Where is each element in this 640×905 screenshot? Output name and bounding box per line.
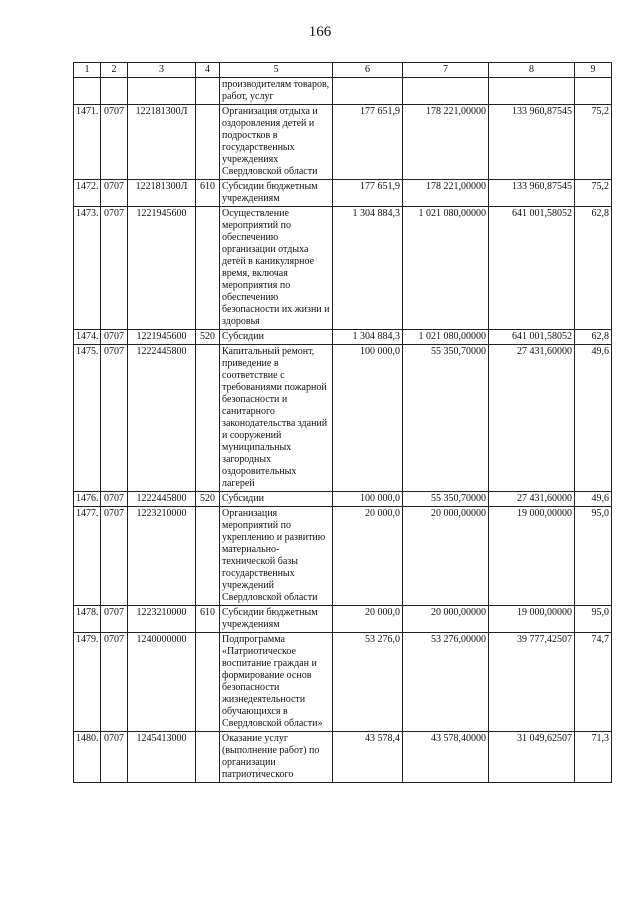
- item-name: Субсидии бюджетным учреждениям: [220, 606, 333, 633]
- section-code: 0707: [101, 180, 128, 207]
- row-number: 1480.: [74, 732, 101, 783]
- item-name: Субсидии: [220, 492, 333, 507]
- item-name: Подпрограмма «Патриотическое воспитание граждан и формирование основ безопасности жизнедеятельности обучающихся в Свердловской области»: [220, 633, 333, 732]
- row-number: 1471.: [74, 105, 101, 180]
- section-code: 0707: [101, 633, 128, 732]
- target-code: 1223210000: [128, 606, 196, 633]
- row-number: 1477.: [74, 507, 101, 606]
- table-row: [74, 207, 612, 330]
- executed-amount: 133 960,87545: [489, 180, 575, 207]
- adjusted-amount: 20 000,00000: [403, 606, 489, 633]
- target-code: 1222445800: [128, 345, 196, 492]
- adjusted-amount: 53 276,00000: [403, 633, 489, 732]
- plan-amount: 20 000,0: [333, 606, 403, 633]
- execution-percent: 95,0: [575, 606, 612, 633]
- item-name: Субсидии: [220, 330, 333, 345]
- table-row: [74, 633, 612, 732]
- expense-type-code: [196, 105, 220, 180]
- section-code: 0707: [101, 207, 128, 330]
- continuation-row: [74, 78, 612, 105]
- table-row: [74, 180, 612, 207]
- row-number: 1479.: [74, 633, 101, 732]
- continuation-text: производителям товаров, работ, услуг: [220, 78, 333, 105]
- plan-amount: 20 000,0: [333, 507, 403, 606]
- column-header: 6: [333, 63, 403, 78]
- target-code: 122181300Л: [128, 105, 196, 180]
- plan-amount: 53 276,0: [333, 633, 403, 732]
- row-number: 1472.: [74, 180, 101, 207]
- executed-amount: 31 049,62507: [489, 732, 575, 783]
- expense-type-code: 610: [196, 180, 220, 207]
- section-code: 0707: [101, 606, 128, 633]
- item-name: Организация мероприятий по укреплению и развитию материально-технической базы государственных учреждений Свердловской области: [220, 507, 333, 606]
- budget-table: [73, 62, 612, 783]
- execution-percent: 71,3: [575, 732, 612, 783]
- section-code: 0707: [101, 105, 128, 180]
- executed-amount: 39 777,42507: [489, 633, 575, 732]
- item-name: Организация отдыха и оздоровления детей и подростков в государственных учреждениях Свердловской области: [220, 105, 333, 180]
- target-code: 1240000000: [128, 633, 196, 732]
- executed-amount: 19 000,00000: [489, 507, 575, 606]
- execution-percent: 49,6: [575, 345, 612, 492]
- column-header: 8: [489, 63, 575, 78]
- table-row: [74, 105, 612, 180]
- plan-amount: 1 304 884,3: [333, 330, 403, 345]
- column-header: 4: [196, 63, 220, 78]
- section-code: 0707: [101, 330, 128, 345]
- execution-percent: 62,8: [575, 330, 612, 345]
- table-row: [74, 330, 612, 345]
- column-header: 2: [101, 63, 128, 78]
- row-number: 1478.: [74, 606, 101, 633]
- expense-type-code: 520: [196, 492, 220, 507]
- target-code: 1221945600: [128, 207, 196, 330]
- adjusted-amount: 55 350,70000: [403, 345, 489, 492]
- table-row: [74, 732, 612, 783]
- execution-percent: 75,2: [575, 105, 612, 180]
- section-code: 0707: [101, 507, 128, 606]
- table-row: [74, 492, 612, 507]
- executed-amount: 27 431,60000: [489, 492, 575, 507]
- table-row: [74, 507, 612, 606]
- adjusted-amount: 43 578,40000: [403, 732, 489, 783]
- execution-percent: 49,6: [575, 492, 612, 507]
- plan-amount: 177 651,9: [333, 105, 403, 180]
- adjusted-amount: 20 000,00000: [403, 507, 489, 606]
- row-number: 1475.: [74, 345, 101, 492]
- row-number: 1476.: [74, 492, 101, 507]
- executed-amount: 641 001,58052: [489, 330, 575, 345]
- target-code: 122181300Л: [128, 180, 196, 207]
- adjusted-amount: 178 221,00000: [403, 180, 489, 207]
- expense-type-code: 610: [196, 606, 220, 633]
- row-number: 1473.: [74, 207, 101, 330]
- expense-type-code: [196, 633, 220, 732]
- table-body: [74, 105, 612, 783]
- section-code: 0707: [101, 492, 128, 507]
- adjusted-amount: 1 021 080,00000: [403, 207, 489, 330]
- table-row: [74, 345, 612, 492]
- item-name: Оказание услуг (выполнение работ) по организации патриотического: [220, 732, 333, 783]
- item-name: Осуществление мероприятий по обеспечению организации отдыха детей в каникулярное время, включая мероприятия по обеспечению безопасности их жизни и здоровья: [220, 207, 333, 330]
- execution-percent: 75,2: [575, 180, 612, 207]
- section-code: 0707: [101, 345, 128, 492]
- plan-amount: 1 304 884,3: [333, 207, 403, 330]
- execution-percent: 95,0: [575, 507, 612, 606]
- expense-type-code: 520: [196, 330, 220, 345]
- column-header: 7: [403, 63, 489, 78]
- column-header: 9: [575, 63, 612, 78]
- expense-type-code: [196, 732, 220, 783]
- header-row: [74, 63, 612, 78]
- executed-amount: 19 000,00000: [489, 606, 575, 633]
- executed-amount: 27 431,60000: [489, 345, 575, 492]
- page-number: 166: [308, 24, 332, 40]
- target-code: 1222445800: [128, 492, 196, 507]
- item-name: Капитальный ремонт, приведение в соответствие с требованиями пожарной безопасности и санитарного законодательства зданий и сооружений муниципальных загородных оздоровительных лагерей: [220, 345, 333, 492]
- executed-amount: 641 001,58052: [489, 207, 575, 330]
- plan-amount: 43 578,4: [333, 732, 403, 783]
- executed-amount: 133 960,87545: [489, 105, 575, 180]
- plan-amount: 100 000,0: [333, 345, 403, 492]
- adjusted-amount: 178 221,00000: [403, 105, 489, 180]
- expense-type-code: [196, 507, 220, 606]
- execution-percent: 74,7: [575, 633, 612, 732]
- target-code: 1223210000: [128, 507, 196, 606]
- plan-amount: 177 651,9: [333, 180, 403, 207]
- adjusted-amount: 55 350,70000: [403, 492, 489, 507]
- target-code: 1221945600: [128, 330, 196, 345]
- table-row: [74, 606, 612, 633]
- plan-amount: 100 000,0: [333, 492, 403, 507]
- target-code: 1245413000: [128, 732, 196, 783]
- execution-percent: 62,8: [575, 207, 612, 330]
- row-number: 1474.: [74, 330, 101, 345]
- column-header: 3: [128, 63, 196, 78]
- section-code: 0707: [101, 732, 128, 783]
- adjusted-amount: 1 021 080,00000: [403, 330, 489, 345]
- expense-type-code: [196, 345, 220, 492]
- item-name: Субсидии бюджетным учреждениям: [220, 180, 333, 207]
- column-header: 5: [220, 63, 333, 78]
- expense-type-code: [196, 207, 220, 330]
- column-header: 1: [74, 63, 101, 78]
